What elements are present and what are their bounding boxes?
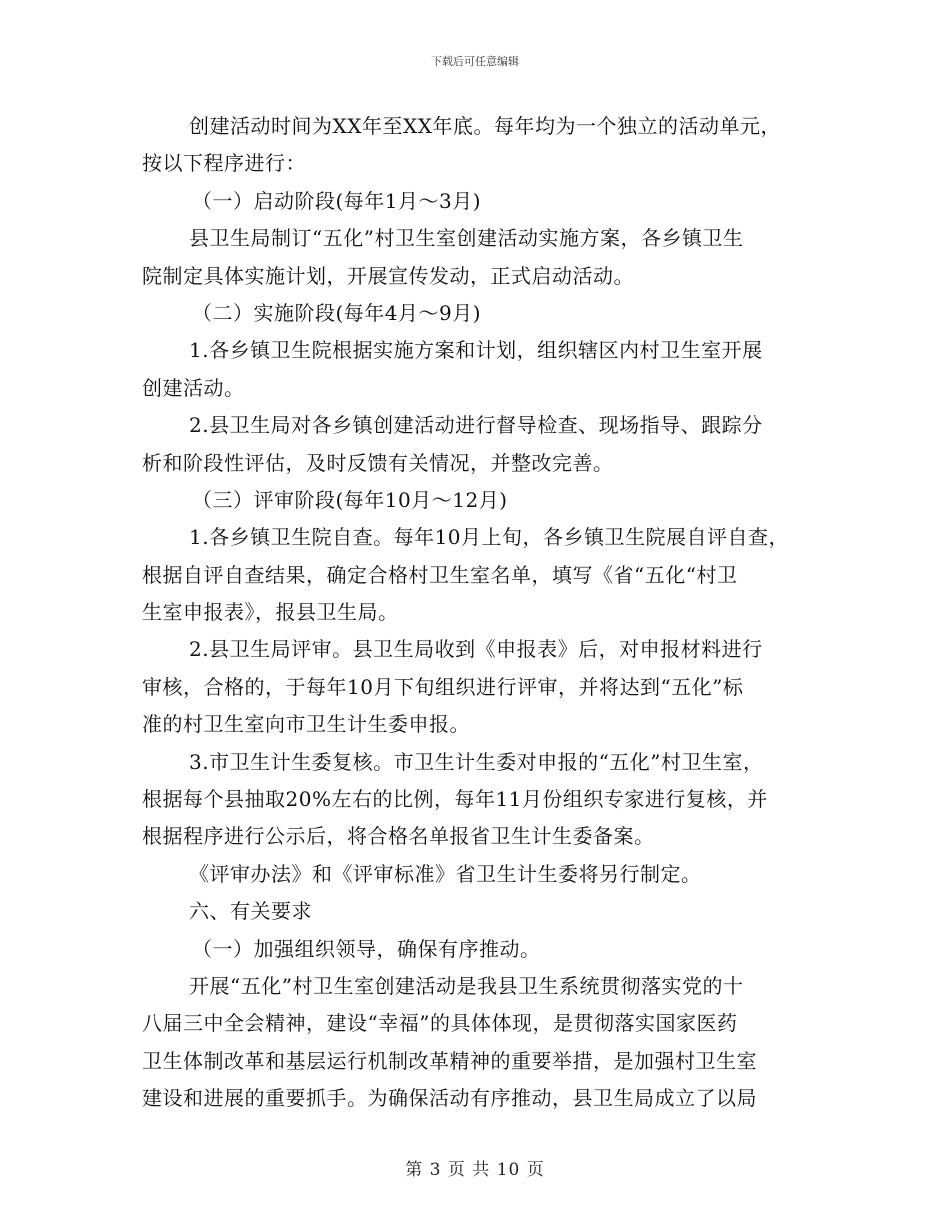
text-line: 2.县卫生局对各乡镇创建活动进行督导检查、现场指导、跟踪分 [189, 413, 763, 438]
text-line: 审核，合格的，于每年10月下旬组织进行评审，并将达到“五化”标 [142, 674, 744, 699]
text-line: 2.县卫生局评审。县卫生局收到《申报表》后，对申报材料进行 [189, 637, 763, 662]
page-footer: 第 3 页 共 10 页 [405, 1160, 545, 1180]
text-line: 1.各乡镇卫生院根据实施方案和计划，组织辖区内村卫生室开展 [189, 338, 763, 363]
page-header: 下载后可任意编辑 [431, 55, 519, 68]
text-line: 八届三中全会精神，建设“幸福”的具体体现，是贯彻落实国家医药 [142, 1011, 738, 1036]
text-line: （一）加强组织领导，确保有序推动。 [192, 936, 541, 961]
text-line: 3.市卫生计生委复核。市卫生计生委对申报的“五化”村卫生室， [189, 749, 764, 774]
text-line: （一）启动阶段(每年1月～3月) [192, 188, 482, 213]
text-line: 六、有关要求 [189, 899, 312, 924]
text-line: 根据每个县抽取20%左右的比例，每年11月份组织专家进行复核，并 [142, 787, 768, 812]
text-line: （二）实施阶段(每年4月～9月) [192, 300, 482, 325]
text-line: 根据程序进行公示后，将合格名单报省卫生计生委备案。 [142, 824, 655, 849]
text-line: 《评审办法》和《评审标准》省卫生计生委将另行制定。 [189, 861, 702, 886]
text-line: 根据自评自查结果，确定合格村卫生室名单，填写《省“五化“村卫 [142, 562, 738, 587]
text-line: 开展“五化”村卫生室创建活动是我县卫生系统贯彻落实党的十 [189, 973, 744, 998]
text-line: 创建活动。 [142, 375, 245, 400]
text-line: 县卫生局制订“五化”村卫生室创建活动实施方案，各乡镇卫生 [189, 226, 744, 251]
text-line: 卫生体制改革和基层运行机制改革精神的重要举措，是加强村卫生室 [142, 1048, 757, 1073]
text-line: 创建活动时间为XX年至XX年底。每年均为一个独立的活动单元， [189, 114, 781, 138]
text-line: 建设和进展的重要抓手。为确保活动有序推动，县卫生局成立了以局 [142, 1086, 757, 1111]
text-line: 按以下程序进行： [142, 151, 306, 176]
text-line: （三）评审阶段(每年10月～12月) [192, 487, 508, 512]
document-body [142, 108, 810, 1118]
text-line: 1.各乡镇卫生院自查。每年10月上旬，各乡镇卫生院展自评自查， [189, 525, 790, 550]
text-line: 生室申报表》，报县卫生局。 [142, 600, 399, 625]
text-line: 院制定具体实施计划，开展宣传发动，正式启动活动。 [142, 263, 634, 288]
text-line: 准的村卫生室向市卫生计生委申报。 [142, 712, 470, 737]
text-line: 析和阶段性评估，及时反馈有关情况，并整改完善。 [142, 450, 614, 475]
